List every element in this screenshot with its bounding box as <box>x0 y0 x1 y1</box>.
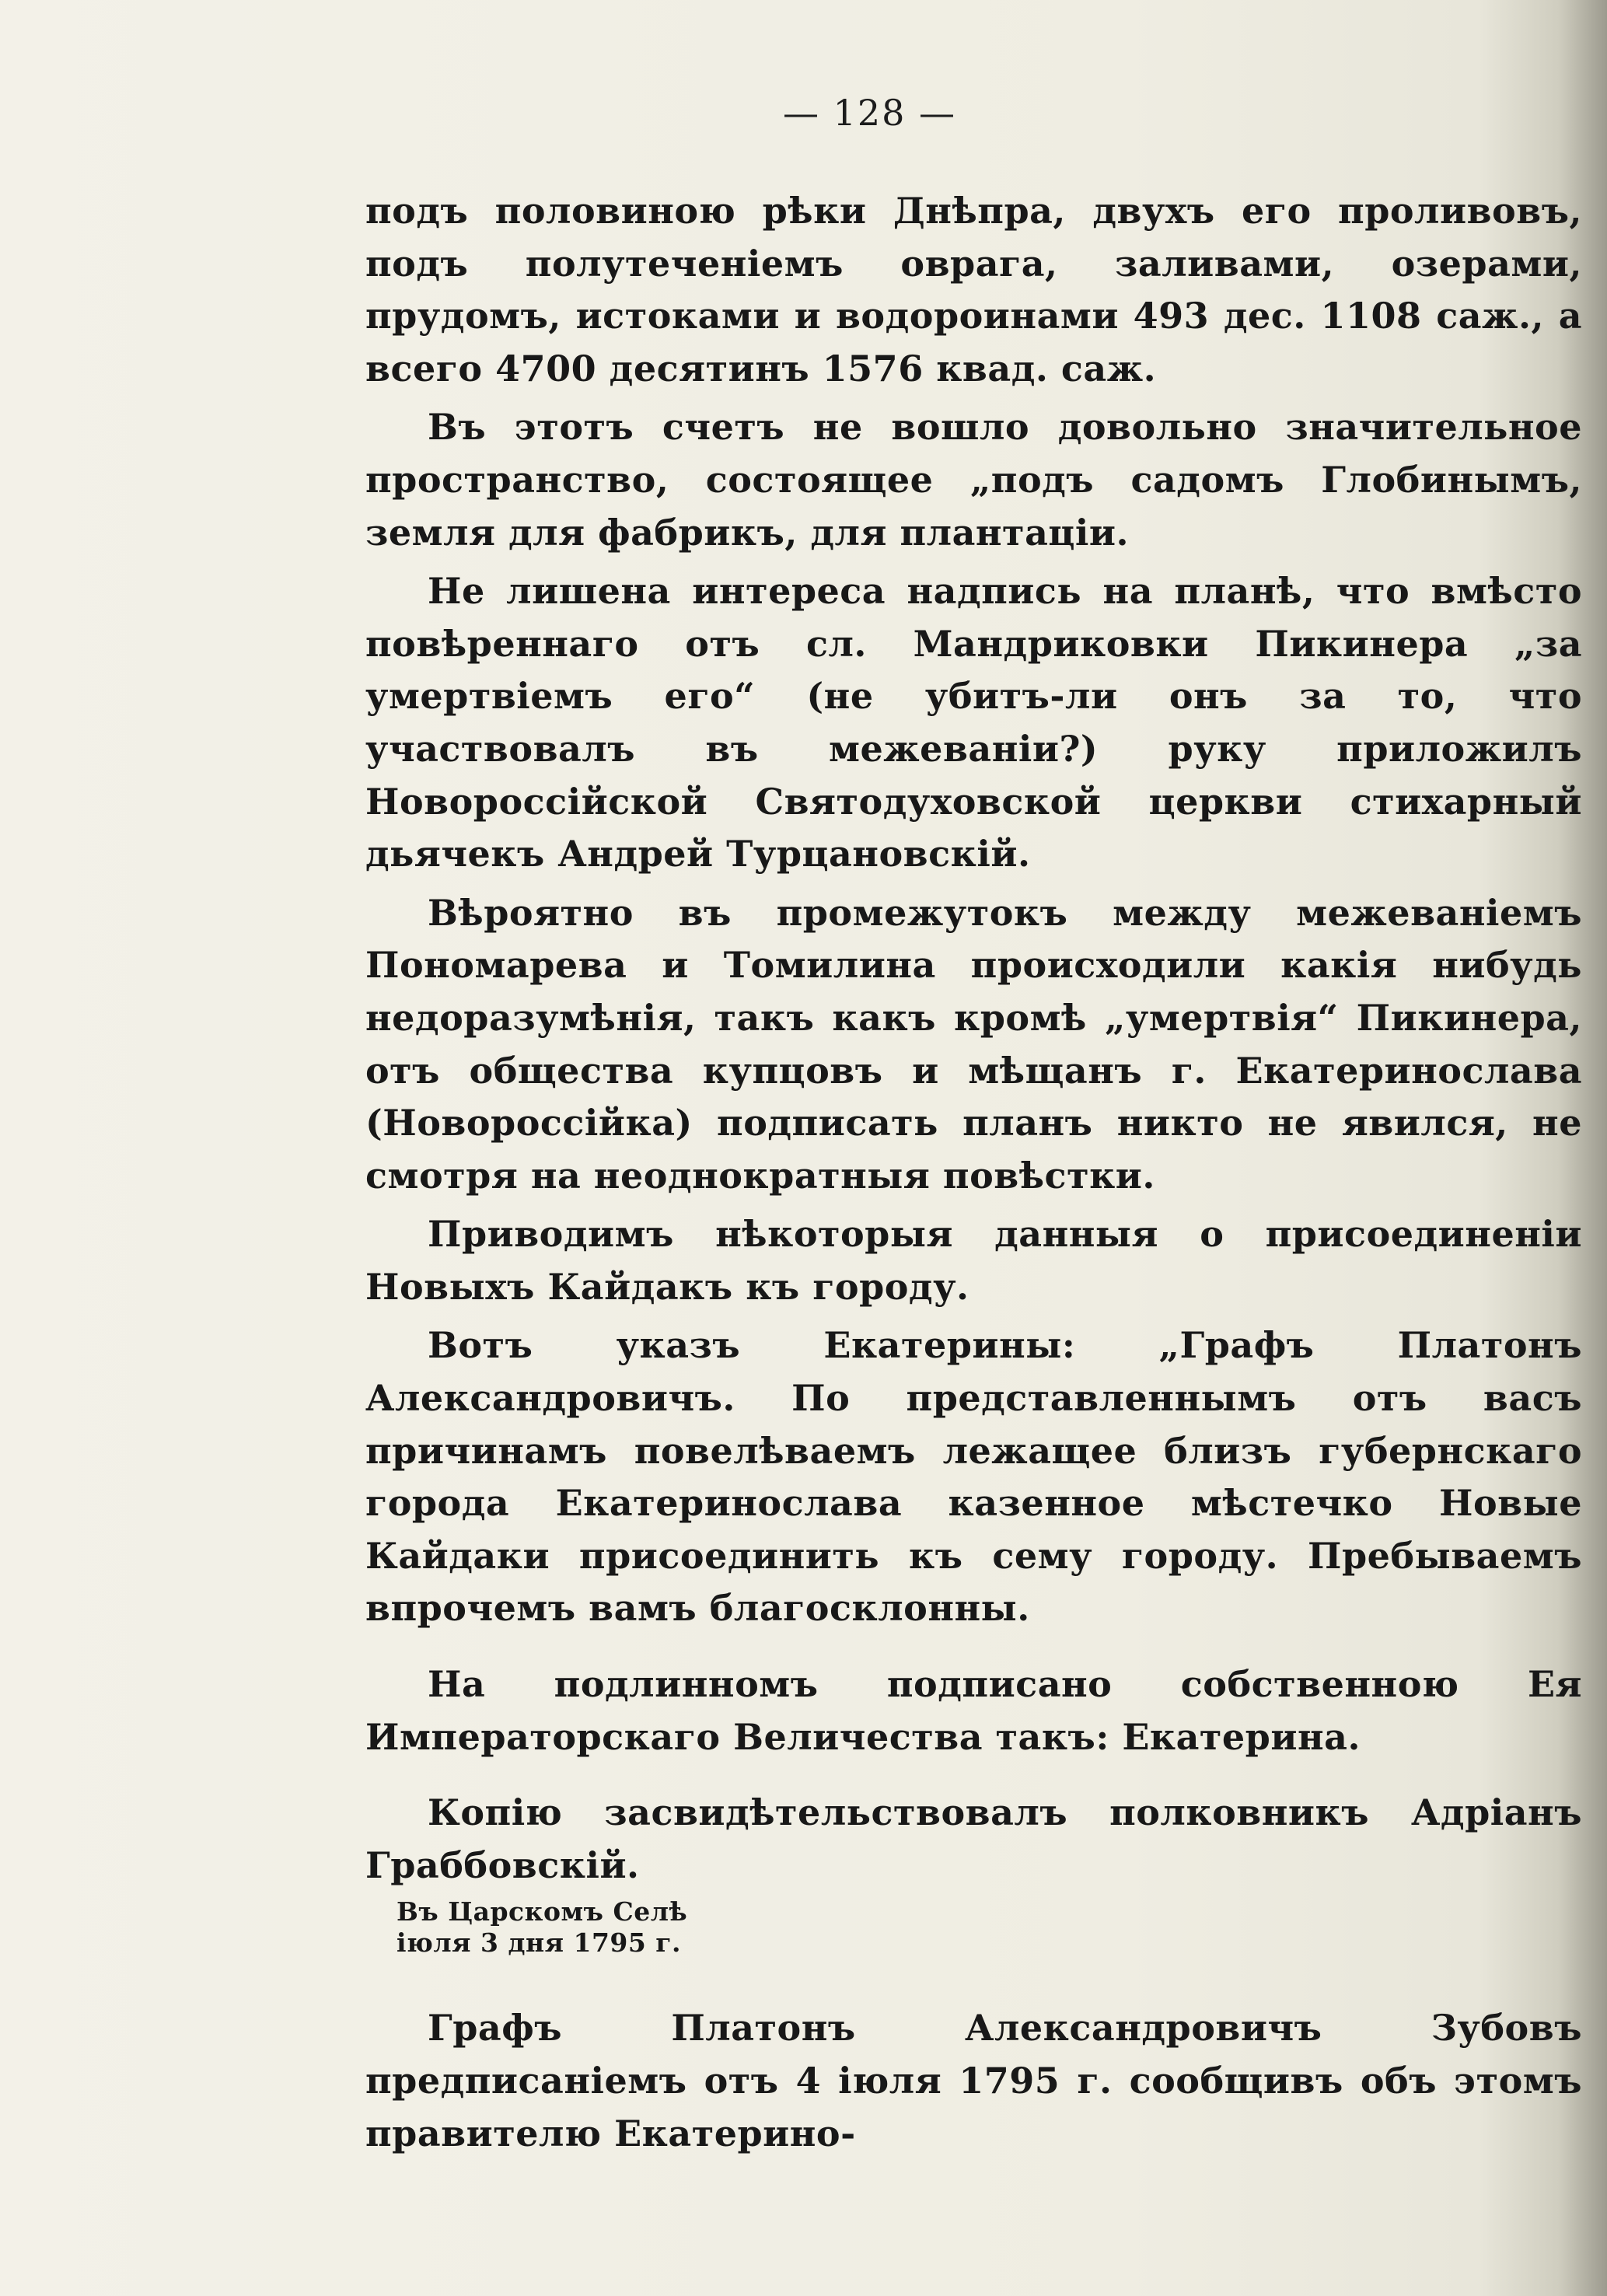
paragraph-8: Копію засвидѣтельствовалъ полковникъ Адріанъ Граббовскій. <box>365 1791 1582 1886</box>
dateline-place: Въ Царскомъ Селѣ <box>397 1896 688 1927</box>
paragraph-5: Приводимъ нѣкоторыя данныя о присоединеніи Новыхъ Кайдакъ къ городу. <box>365 1213 1582 1308</box>
body-text <box>365 185 1582 2160</box>
paragraph-7: На подлинномъ подписано собственною Ея Императорскаго Величества такъ: Екатерина. <box>365 1663 1582 1758</box>
paragraph-6: Вотъ указъ Екатерины: „Графъ Платонъ Александровичъ. По представленнымъ отъ васъ причинамъ повелѣваемъ лежащее близъ губернскаго города Екатеринослава казенное мѣстечко Новые Кайдаки присоединить къ сему городу. Пребываемъ впрочемъ вамъ благосклонны. <box>365 1324 1582 1630</box>
paragraph-4: Вѣроятно въ промежутокъ между межеваніемъ Пономарева и Томилина происходили какія нибудь недоразумѣнія, такъ какъ кромѣ „умертвія“ Пикинера, отъ общества купцовъ и мѣщанъ г. Екатеринослава (Новороссійка) подписать планъ никто не явился, не смотря на неоднократныя повѣстки. <box>365 891 1582 1197</box>
dateline-date: іюля 3 дня 1795 г. <box>397 1927 682 1959</box>
paragraph-9: Графъ Платонъ Александровичъ Зубовъ предписаніемъ отъ 4 іюля 1795 г. сообщивъ объ этомъ правителю Екатерино- <box>365 2007 1582 2154</box>
dateline <box>397 1896 1582 1959</box>
page-number: — 128 — <box>782 92 957 134</box>
paragraph-1: подъ половиною рѣки Днѣпра, двухъ его проливовъ, подъ полутеченіемъ оврага, заливами, озерами, прудомъ, истоками и водороинами 493 дес. 1108 саж., а всего 4700 десятинъ 1576 квад. саж. <box>365 190 1582 390</box>
paragraph-2: Въ этотъ счетъ не вошло довольно значительное пространство, состоящее „подъ садомъ Глобинымъ, земля для фабрикъ, для плантаціи. <box>365 406 1582 554</box>
paragraph-3: Не лишена интереса надпись на планѣ, что вмѣсто повѣреннаго отъ сл. Мандриковки Пикинера „за умертвіемъ его“ (не убитъ-ли онъ за то, что участвовалъ въ межеваніи?) руку приложилъ Новороссійской Святодуховской церкви стихарный дьячекъ Андрей Турцановскій. <box>365 570 1582 875</box>
